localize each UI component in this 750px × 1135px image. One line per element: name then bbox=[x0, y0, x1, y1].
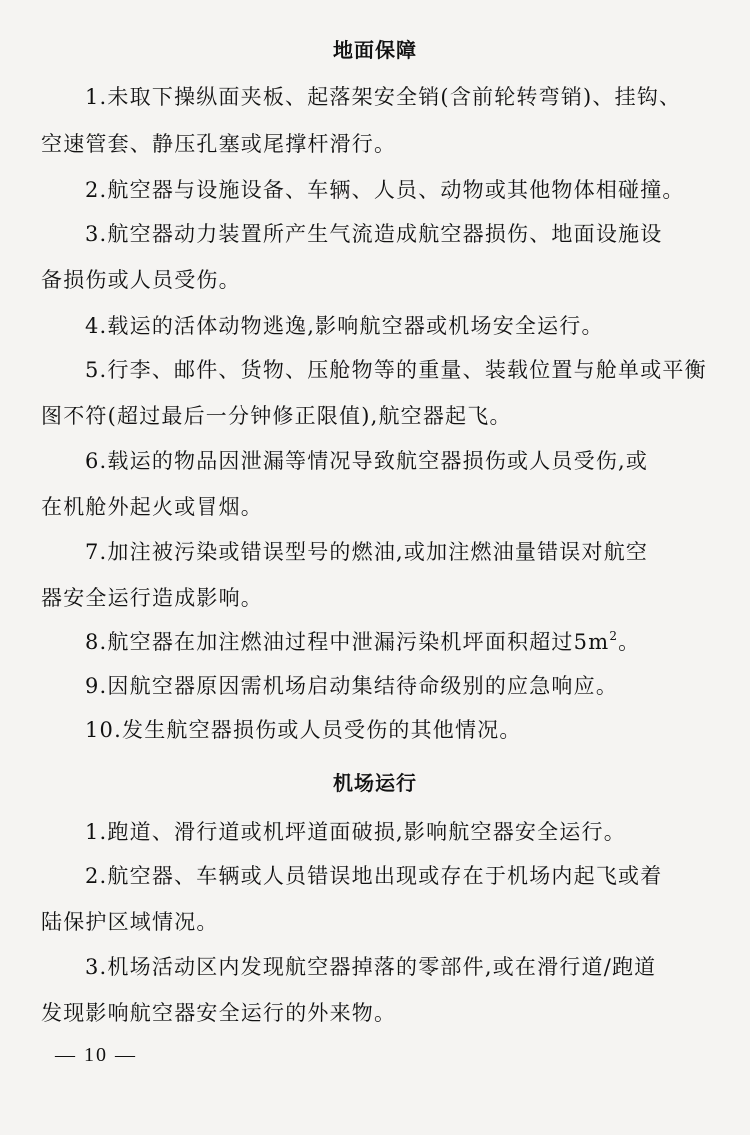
section-title-ground-support: 地面保障 bbox=[333, 38, 417, 62]
item-line: 5.行李、邮件、货物、压舱物等的重量、装载位置与舱单或平衡 bbox=[85, 358, 707, 382]
item-text: 8.航空器在加注燃油过程中泄漏污染机坪面积超过5m bbox=[85, 630, 610, 654]
item-line: 在机舱外起火或冒烟。 bbox=[41, 495, 263, 519]
item-text-end: 。 bbox=[618, 630, 641, 654]
item-line: 图不符(超过最后一分钟修正限值),航空器起飞。 bbox=[41, 404, 512, 428]
list-item bbox=[85, 629, 641, 654]
superscript-unit: 2 bbox=[609, 629, 619, 643]
item-line: 陆保护区域情况。 bbox=[41, 910, 219, 934]
item-line: 7.加注被污染或错误型号的燃油,或加注燃油量错误对航空 bbox=[85, 540, 649, 564]
page-number: — 10 — bbox=[55, 1044, 137, 1066]
item-line: 9.因航空器原因需机场启动集结待命级别的应急响应。 bbox=[85, 674, 619, 698]
item-line: 3.航空器动力装置所产生气流造成航空器损伤、地面设施设 bbox=[85, 222, 663, 246]
item-line: 3.机场活动区内发现航空器掉落的零部件,或在滑行道/跑道 bbox=[85, 955, 657, 979]
item-line: 备损伤或人员受伤。 bbox=[41, 268, 241, 292]
item-line: 6.载运的物品因泄漏等情况导致航空器损伤或人员受伤,或 bbox=[85, 449, 649, 473]
item-line: 1.未取下操纵面夹板、起落架安全销(含前轮转弯销)、挂钩、 bbox=[85, 85, 682, 109]
item-line: 2.航空器、车辆或人员错误地出现或存在于机场内起飞或着 bbox=[85, 864, 663, 888]
item-line: 发现影响航空器安全运行的外来物。 bbox=[41, 1001, 397, 1025]
item-line: 器安全运行造成影响。 bbox=[41, 586, 263, 610]
item-line: 1.跑道、滑行道或机坪道面破损,影响航空器安全运行。 bbox=[85, 820, 626, 844]
item-line: 4.载运的活体动物逃逸,影响航空器或机场安全运行。 bbox=[85, 314, 604, 338]
item-line: 10.发生航空器损伤或人员受伤的其他情况。 bbox=[85, 718, 522, 742]
item-line: 空速管套、静压孔塞或尾撑杆滑行。 bbox=[41, 132, 397, 156]
section-title-airport-operations: 机场运行 bbox=[333, 771, 417, 795]
item-line: 2.航空器与设施设备、车辆、人员、动物或其他物体相碰撞。 bbox=[85, 178, 685, 202]
